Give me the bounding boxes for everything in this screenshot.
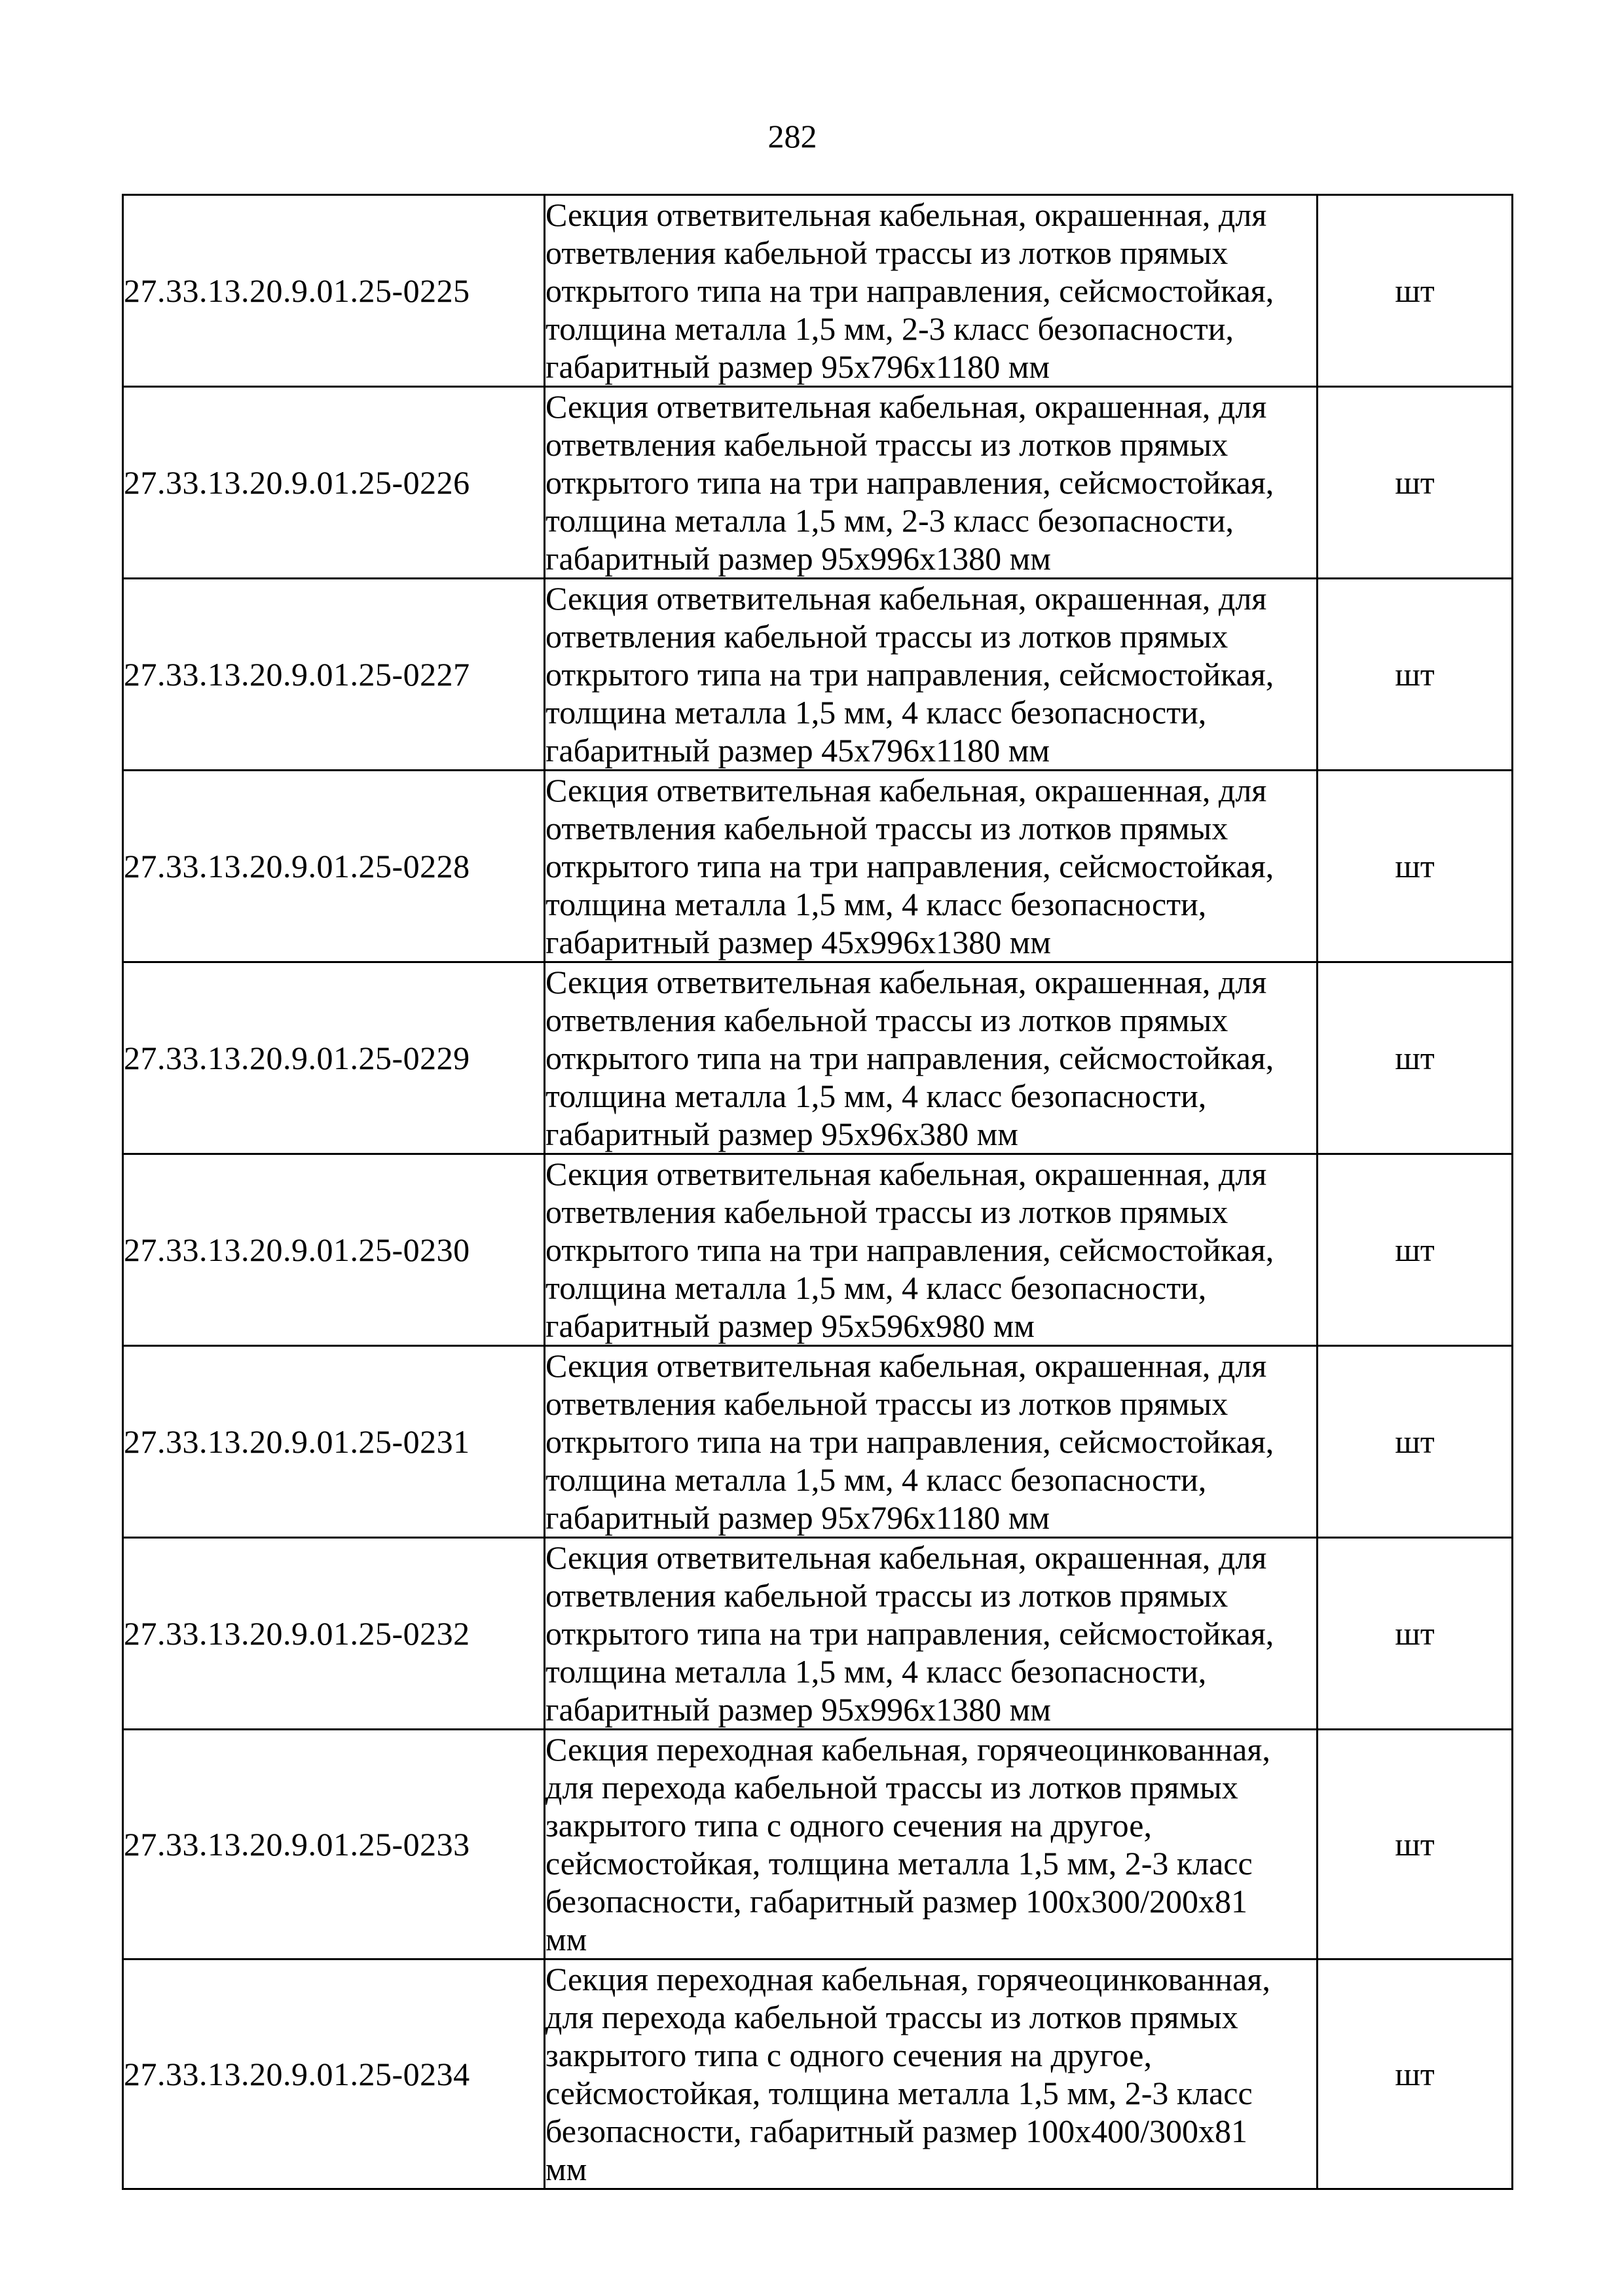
item-unit: шт [1318, 195, 1513, 387]
item-unit: шт [1318, 771, 1513, 962]
description-line: габаритный размер 95х796х1180 мм [545, 1499, 1050, 1536]
item-description [545, 195, 1318, 387]
description-line: толщина металла 1,5 мм, 2-3 класс безопасности, [545, 310, 1234, 347]
description-line: ответвления кабельной трассы из лотков прямых [545, 1385, 1228, 1422]
item-code: 27.33.13.20.9.01.25-0232 [123, 1538, 545, 1730]
description-line: сейсмостойкая, толщина металла 1,5 мм, 2-3 класс [545, 1845, 1253, 1882]
description-line: сейсмостойкая, толщина металла 1,5 мм, 2-3 класс [545, 2075, 1253, 2111]
description-line: толщина металла 1,5 мм, 4 класс безопасности, [545, 1461, 1207, 1498]
description-line: закрытого типа с одного сечения на другое, [545, 2037, 1152, 2073]
items-table-body [123, 195, 1513, 2189]
description-line: габаритный размер 45х996х1380 мм [545, 924, 1051, 960]
table-row [123, 1538, 1513, 1730]
description-line: толщина металла 1,5 мм, 4 класс безопасности, [545, 1653, 1207, 1690]
item-code: 27.33.13.20.9.01.25-0233 [123, 1730, 545, 1959]
table-row [123, 387, 1513, 579]
description-line: толщина металла 1,5 мм, 4 класс безопасности, [545, 1269, 1207, 1306]
description-line: габаритный размер 95х996х1380 мм [545, 540, 1051, 577]
description-line: толщина металла 1,5 мм, 4 класс безопасности, [545, 1078, 1207, 1114]
item-code: 27.33.13.20.9.01.25-0231 [123, 1346, 545, 1538]
item-code: 27.33.13.20.9.01.25-0229 [123, 962, 545, 1154]
item-description [545, 1346, 1318, 1538]
description-line: открытого типа на три направления, сейсмостойкая, [545, 1231, 1274, 1268]
description-line: ответвления кабельной трассы из лотков прямых [545, 1002, 1228, 1038]
description-line: Секция переходная кабельная, горячеоцинкованная, [545, 1731, 1270, 1768]
description-line: Секция ответвительная кабельная, окрашенная, для [545, 1347, 1267, 1384]
description-line: Секция ответвительная кабельная, окрашенная, для [545, 580, 1267, 617]
item-unit: шт [1318, 962, 1513, 1154]
item-description [545, 771, 1318, 962]
item-unit: шт [1318, 1730, 1513, 1959]
description-line: Секция ответвительная кабельная, окрашенная, для [545, 772, 1267, 809]
description-line: открытого типа на три направления, сейсмостойкая, [545, 272, 1274, 309]
item-description [545, 1538, 1318, 1730]
item-code: 27.33.13.20.9.01.25-0228 [123, 771, 545, 962]
item-code: 27.33.13.20.9.01.25-0230 [123, 1154, 545, 1346]
item-unit: шт [1318, 1538, 1513, 1730]
description-line: открытого типа на три направления, сейсмостойкая, [545, 1040, 1274, 1076]
description-line: ответвления кабельной трассы из лотков прямых [545, 1194, 1228, 1230]
description-line: открытого типа на три направления, сейсмостойкая, [545, 848, 1274, 884]
table-row [123, 1959, 1513, 2189]
description-line: Секция ответвительная кабельная, окрашенная, для [545, 1539, 1267, 1576]
table-row [123, 1346, 1513, 1538]
item-code: 27.33.13.20.9.01.25-0225 [123, 195, 545, 387]
item-description [545, 1154, 1318, 1346]
item-code: 27.33.13.20.9.01.25-0227 [123, 579, 545, 771]
page-number: 282 [767, 118, 817, 155]
description-line: толщина металла 1,5 мм, 4 класс безопасности, [545, 886, 1207, 922]
description-line: закрытого типа с одного сечения на другое, [545, 1807, 1152, 1844]
description-line: толщина металла 1,5 мм, 4 класс безопасности, [545, 694, 1207, 731]
item-unit: шт [1318, 1154, 1513, 1346]
item-unit: шт [1318, 1346, 1513, 1538]
description-line: открытого типа на три направления, сейсмостойкая, [545, 1615, 1274, 1652]
description-line: ответвления кабельной трассы из лотков прямых [545, 810, 1228, 847]
table-row [123, 579, 1513, 771]
description-line: ответвления кабельной трассы из лотков прямых [545, 426, 1228, 463]
item-unit: шт [1318, 1959, 1513, 2189]
table-row [123, 1730, 1513, 1959]
description-line: толщина металла 1,5 мм, 2-3 класс безопасности, [545, 502, 1234, 539]
description-line: для перехода кабельной трассы из лотков прямых [545, 1999, 1238, 2035]
description-line: мм [545, 2151, 587, 2187]
description-line: ответвления кабельной трассы из лотков прямых [545, 1577, 1228, 1614]
description-line: Секция ответвительная кабельная, окрашенная, для [545, 964, 1267, 1000]
description-line: ответвления кабельной трассы из лотков прямых [545, 618, 1228, 655]
description-line: открытого типа на три направления, сейсмостойкая, [545, 1423, 1274, 1460]
description-line: безопасности, габаритный размер 100х400/300х81 [545, 2113, 1247, 2149]
item-description [545, 962, 1318, 1154]
item-code: 27.33.13.20.9.01.25-0234 [123, 1959, 545, 2189]
description-line: Секция ответвительная кабельная, окрашенная, для [545, 196, 1267, 233]
item-unit: шт [1318, 387, 1513, 579]
description-line: ответвления кабельной трассы из лотков прямых [545, 234, 1228, 271]
table-row [123, 962, 1513, 1154]
description-line: габаритный размер 95х796х1180 мм [545, 348, 1050, 385]
description-line: мм [545, 1921, 587, 1958]
description-line: открытого типа на три направления, сейсмостойкая, [545, 656, 1274, 693]
item-description [545, 579, 1318, 771]
item-unit: шт [1318, 579, 1513, 771]
description-line: для перехода кабельной трассы из лотков прямых [545, 1769, 1238, 1806]
description-line: габаритный размер 95х96х380 мм [545, 1116, 1018, 1152]
item-description [545, 1959, 1318, 2189]
description-line: безопасности, габаритный размер 100х300/200х81 [545, 1883, 1247, 1920]
description-line: Секция ответвительная кабельная, окрашенная, для [545, 1156, 1267, 1192]
items-table [122, 194, 1513, 2190]
description-line: Секция ответвительная кабельная, окрашенная, для [545, 388, 1267, 425]
table-row [123, 1154, 1513, 1346]
item-description [545, 1730, 1318, 1959]
description-line: габаритный размер 95х596х980 мм [545, 1307, 1035, 1344]
description-line: открытого типа на три направления, сейсмостойкая, [545, 464, 1274, 501]
description-line: габаритный размер 95х996х1380 мм [545, 1691, 1051, 1728]
description-line: Секция переходная кабельная, горячеоцинкованная, [545, 1961, 1270, 1997]
item-description [545, 387, 1318, 579]
table-row [123, 195, 1513, 387]
item-code: 27.33.13.20.9.01.25-0226 [123, 387, 545, 579]
description-line: габаритный размер 45х796х1180 мм [545, 732, 1050, 769]
table-row [123, 771, 1513, 962]
